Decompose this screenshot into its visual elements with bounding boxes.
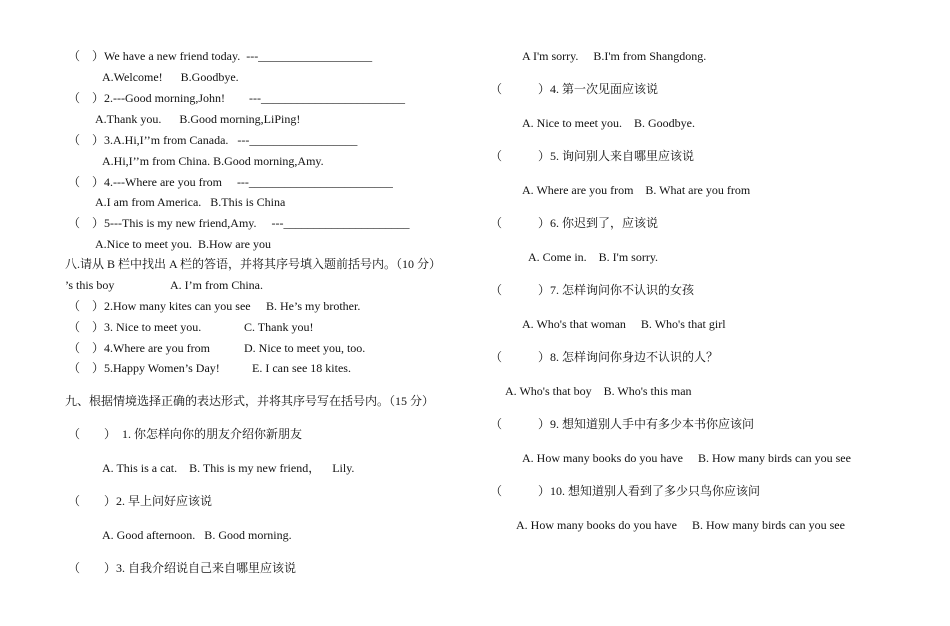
situation-question: （ ）10. 想知道别人看到了多少只鸟你应该问 bbox=[490, 484, 761, 498]
question-line: （ ）2.---Good morning,John! ---________________________ bbox=[68, 91, 405, 105]
answer-options: A.Nice to meet you. B.How are you bbox=[95, 237, 271, 251]
question-line: （ ）We have a new friend today. ---___________________ bbox=[68, 49, 373, 63]
situation-question: （ ）5. 询问别人来自哪里应该说 bbox=[490, 149, 695, 163]
situation-options: A. Who's that boy B. Who's this man bbox=[505, 384, 692, 398]
section-8-title: 八.请从 B 栏中找出 A 栏的答语，并将其序号填入题前括号内。（10 分） bbox=[65, 257, 442, 271]
match-row-b: A. I’m from China. bbox=[170, 278, 263, 292]
situation-question: （ ）2. 早上问好应该说 bbox=[68, 494, 213, 508]
match-row-a: （ ）4.Where are you from bbox=[68, 341, 210, 355]
section-9-title: 九、根据情境选择正确的表达形式，并将其序号写在括号内。（15 分） bbox=[65, 394, 435, 408]
match-row-b: C. Thank you! bbox=[244, 320, 314, 334]
situation-options: A. Come in. B. I'm sorry. bbox=[528, 250, 659, 264]
match-row-a: （ ）3. Nice to meet you. bbox=[68, 320, 202, 334]
situation-question: （ ）8. 怎样询问你身边不认识的人？ bbox=[490, 350, 719, 364]
situation-options: A. Who's that woman B. Who's that girl bbox=[522, 317, 726, 331]
match-row-a: （ ）2.How many kites can you see bbox=[68, 299, 251, 313]
answer-options: A.Hi,I’’m from China. B.Good morning,Amy. bbox=[102, 154, 324, 168]
situation-question: （ ）7. 怎样询问你不认识的女孩 bbox=[490, 283, 695, 297]
situation-question: （ ）6. 你迟到了，应该说 bbox=[490, 216, 659, 230]
question-line: （ ）5---This is my new friend,Amy. ---_____________________ bbox=[68, 216, 410, 230]
answer-options: A.Welcome! B.Goodbye. bbox=[102, 70, 239, 84]
match-row-a: ’s this boy bbox=[65, 278, 115, 292]
situation-question: （ ）9. 想知道别人手中有多少本书你应该问 bbox=[490, 417, 755, 431]
situation-options: A. How many books do you have B. How many birds can you see bbox=[516, 518, 845, 532]
situation-options: A. Nice to meet you. B. Goodbye. bbox=[522, 116, 695, 130]
situation-question: （ ） 1. 你怎样向你的朋友介绍你新朋友 bbox=[68, 427, 303, 441]
match-row-b: B. He’s my brother. bbox=[266, 299, 361, 313]
situation-options: A. This is a cat. B. This is my new friend， Lily. bbox=[102, 461, 355, 475]
situation-options: A. Good afternoon. B. Good morning. bbox=[102, 528, 292, 542]
situation-question: （ ）4. 第一次见面应该说 bbox=[490, 82, 659, 96]
answer-options: A.I am from America. B.This is China bbox=[95, 195, 286, 209]
situation-options: A I'm sorry. B.I'm from Shangdong. bbox=[522, 49, 707, 63]
situation-options: A. How many books do you have B. How many birds can you see bbox=[522, 451, 851, 465]
match-row-b: E. I can see 18 kites. bbox=[252, 361, 351, 375]
match-row-b: D. Nice to meet you, too. bbox=[244, 341, 366, 355]
question-line: （ ）4.---Where are you from ---________________________ bbox=[68, 175, 393, 189]
match-row-a: （ ）5.Happy Women’s Day! bbox=[68, 361, 220, 375]
situation-options: A. Where are you from B. What are you from bbox=[522, 183, 751, 197]
question-line: （ ）3.A.Hi,I’’m from Canada. ---__________________ bbox=[68, 133, 358, 147]
answer-options: A.Thank you. B.Good morning,LiPing! bbox=[95, 112, 301, 126]
situation-question: （ ）3. 自我介绍说自己来自哪里应该说 bbox=[68, 561, 297, 575]
